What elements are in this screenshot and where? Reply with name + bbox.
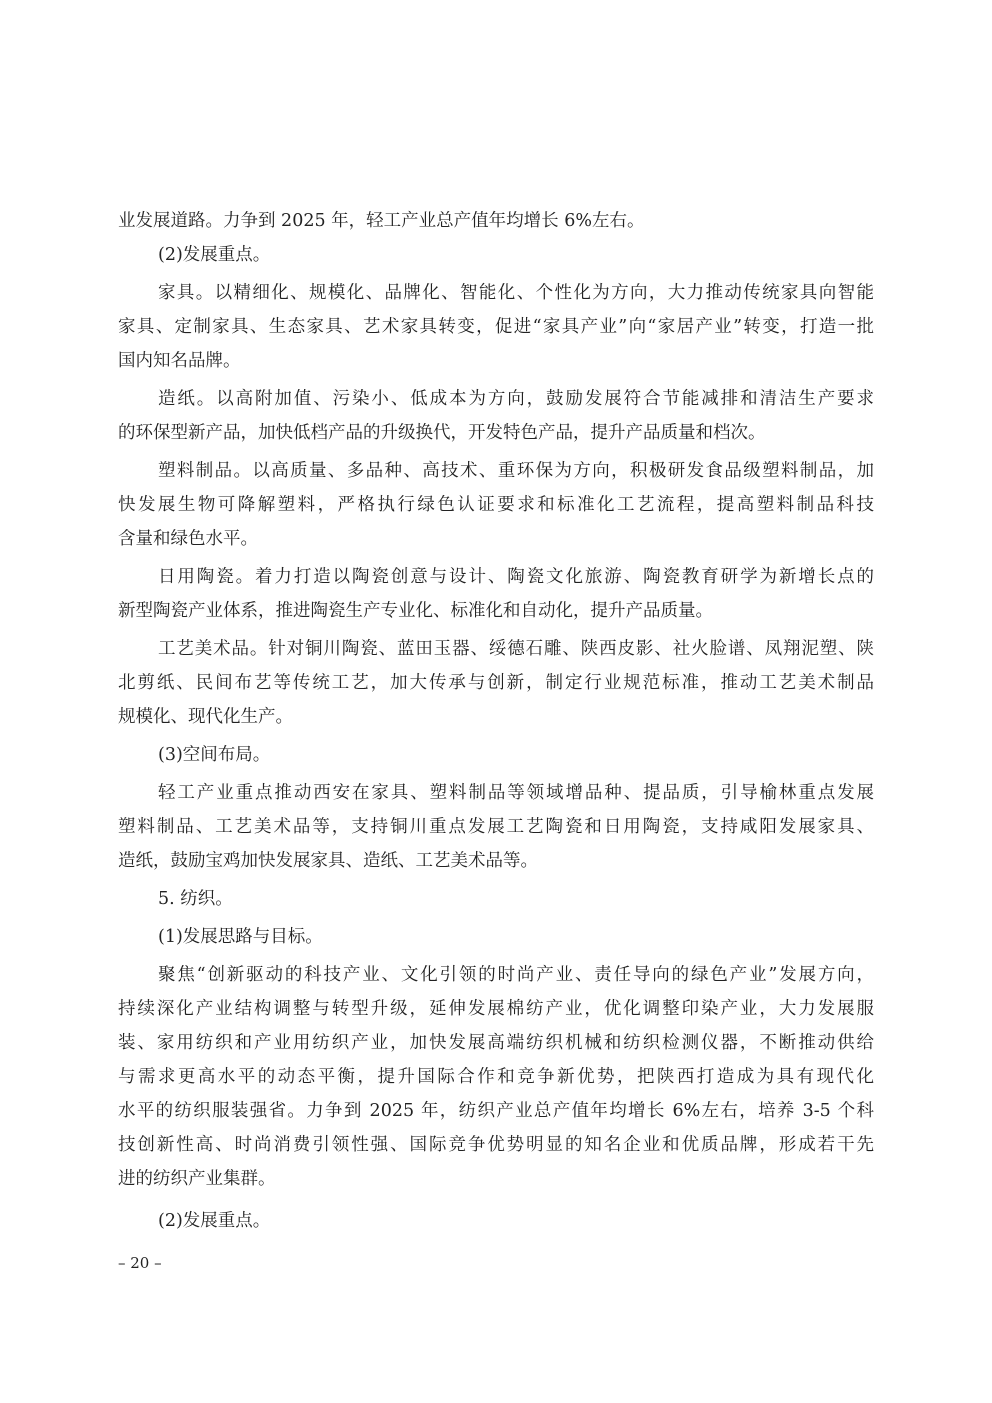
text-line: 造纸，鼓励宝鸡加快发展家具、造纸、工艺美术品等。 xyxy=(118,851,538,871)
text-line: 规模化、现代化生产。 xyxy=(118,707,293,727)
section-heading: (2)发展重点。 xyxy=(158,1211,271,1231)
section-heading: (3)空间布局。 xyxy=(158,745,271,765)
text-line: 塑料制品。以高质量、多品种、高技术、重环保为方向，积极研发食品级塑料制品，加 xyxy=(158,461,874,481)
text-line: 的环保型新产品，加快低档产品的升级换代，开发特色产品，提升产品质量和档次。 xyxy=(118,423,766,443)
text-line: 水平的纺织服装强省。力争到 2025 年，纺织产业总产值年均增长 6%左右，培养 3-5 个科 xyxy=(118,1101,874,1121)
text-line: 持续深化产业结构调整与转型升级，延伸发展棉纺产业，优化调整印染产业，大力发展服 xyxy=(118,999,874,1019)
section-heading: 5. 纺织。 xyxy=(158,889,233,909)
text-line: 技创新性高、时尚消费引领性强、国际竞争优势明显的知名企业和优质品牌，形成若干先 xyxy=(118,1135,874,1155)
text-line: 工艺美术品。针对铜川陶瓷、蓝田玉器、绥德石雕、陕西皮影、社火脸谱、凤翔泥塑、陕 xyxy=(158,639,874,659)
text-line: 家具。以精细化、规模化、品牌化、智能化、个性化为方向，大力推动传统家具向智能 xyxy=(158,283,874,303)
text-line: 家具、定制家具、生态家具、艺术家具转变，促进“家具产业”向“家居产业”转变，打造一批 xyxy=(118,317,874,337)
text-line: 进的纺织产业集群。 xyxy=(118,1169,276,1189)
text-line: 业发展道路。力争到 2025 年，轻工产业总产值年均增长 6%左右。 xyxy=(118,211,645,231)
page-number: – 20 – xyxy=(118,1254,162,1272)
text-line: 快发展生物可降解塑料，严格执行绿色认证要求和标准化工艺流程，提高塑料制品科技 xyxy=(118,495,874,515)
text-line: 造纸。以高附加值、污染小、低成本为方向，鼓励发展符合节能减排和清洁生产要求 xyxy=(158,389,874,409)
text-line: 含量和绿色水平。 xyxy=(118,529,258,549)
text-line: 塑料制品、工艺美术品等，支持铜川重点发展工艺陶瓷和日用陶瓷，支持咸阳发展家具、 xyxy=(118,817,874,837)
text-line: 北剪纸、民间布艺等传统工艺，加大传承与创新，制定行业规范标准，推动工艺美术制品 xyxy=(118,673,874,693)
text-line: 新型陶瓷产业体系，推进陶瓷生产专业化、标准化和自动化，提升产品质量。 xyxy=(118,601,713,621)
text-line: 装、家用纺织和产业用纺织产业，加快发展高端纺织机械和纺织检测仪器，不断推动供给 xyxy=(118,1033,874,1053)
text-line: 与需求更高水平的动态平衡，提升国际合作和竞争新优势，把陕西打造成为具有现代化 xyxy=(118,1067,874,1087)
section-heading: (2)发展重点。 xyxy=(158,245,271,265)
text-line: 轻工产业重点推动西安在家具、塑料制品等领域增品种、提品质，引导榆林重点发展 xyxy=(158,783,874,803)
text-line: 日用陶瓷。着力打造以陶瓷创意与设计、陶瓷文化旅游、陶瓷教育研学为新增长点的 xyxy=(158,567,874,587)
text-line: 聚焦“创新驱动的科技产业、文化引领的时尚产业、责任导向的绿色产业”发展方向， xyxy=(158,965,874,985)
section-heading: (1)发展思路与目标。 xyxy=(158,927,323,947)
text-line: 国内知名品牌。 xyxy=(118,351,241,371)
